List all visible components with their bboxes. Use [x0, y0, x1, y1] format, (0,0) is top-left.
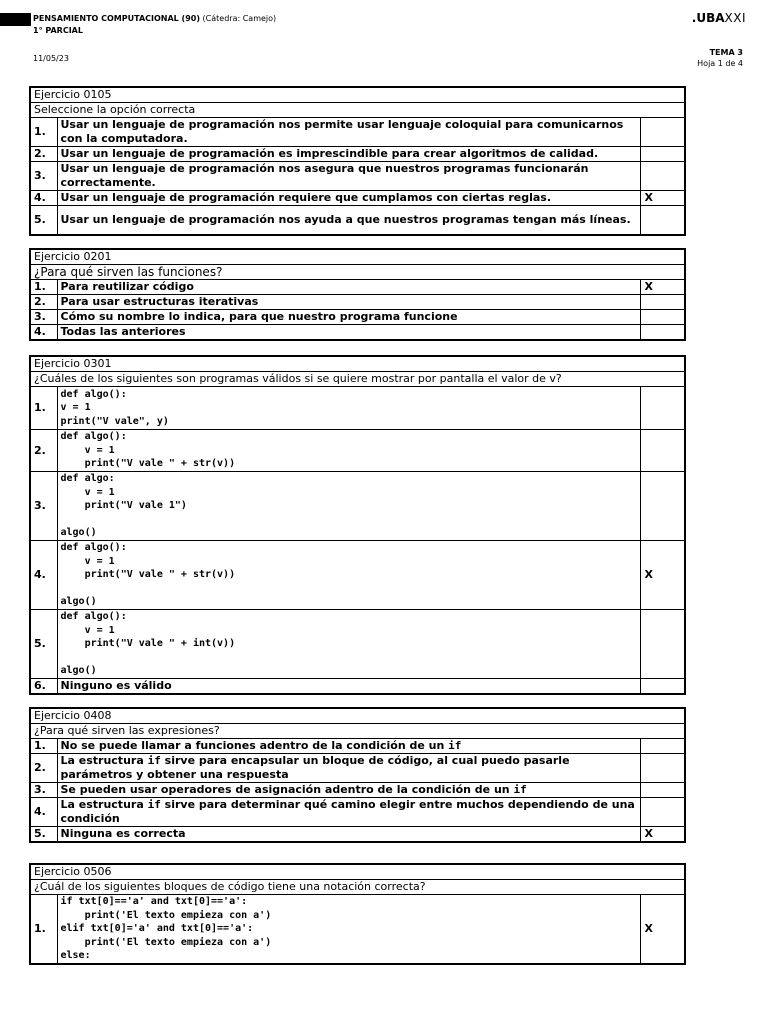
code-block: def algo: v = 1 print("V vale 1") algo()	[60, 473, 187, 539]
code-option[interactable]	[57, 430, 641, 472]
option-number: 2.	[30, 754, 57, 783]
exam-name: 1° PARCIAL	[33, 26, 83, 35]
option-text[interactable]: Usar un lenguaje de programación nos ayuda a que nuestros programas tengan más líneas.	[57, 206, 641, 235]
option-text[interactable]: No se puede llamar a funciones adentro de la condición de un if	[57, 739, 641, 754]
option-text[interactable]: La estructura if sirve para encapsular un bloque de código, al cual puedo pasarle parámetros y obtener una respuesta	[57, 754, 641, 783]
code-option[interactable]	[57, 541, 641, 610]
code-block: def algo(): v = 1 print("V vale " + str(v)) algo()	[60, 542, 236, 608]
option-text[interactable]: Usar un lenguaje de programación nos permite usar lenguaje coloquial para comunicarnos con la computadora.	[57, 118, 641, 147]
option-text[interactable]: La estructura if sirve para determinar qué camino elegir entre muchos dependiendo de una condición	[57, 798, 641, 827]
exercise-title: Ejercicio 0201	[30, 249, 685, 265]
option-number: 3.	[30, 472, 57, 541]
option-number: 1.	[30, 387, 57, 430]
exercise-prompt: ¿Para qué sirven las funciones?	[30, 265, 685, 280]
code-option[interactable]	[57, 387, 641, 430]
answer-box[interactable]	[641, 679, 685, 695]
code-option[interactable]	[57, 472, 641, 541]
answer-box[interactable]	[641, 310, 685, 325]
answer-box[interactable]	[641, 783, 685, 798]
code-block: def algo(): v = 1 print("V vale", y)	[60, 388, 169, 427]
option-number: 1.	[30, 739, 57, 754]
answer-box[interactable]	[641, 430, 685, 472]
option-number: 4.	[30, 191, 57, 206]
answer-box[interactable]: X	[641, 895, 685, 964]
option-text[interactable]: Se pueden usar operadores de asignación adentro de la condición de un if	[57, 783, 641, 798]
code-block: def algo(): v = 1 print("V vale " + str(v))	[60, 431, 236, 470]
exercise-title: Ejercicio 0301	[30, 356, 685, 372]
exercise-title: Ejercicio 0408	[30, 708, 685, 724]
option-text[interactable]: Todas las anteriores	[57, 325, 641, 341]
option-text[interactable]: Ninguna es correcta	[57, 827, 641, 843]
answer-box[interactable]	[641, 472, 685, 541]
option-number: 3.	[30, 783, 57, 798]
option-number: 1.	[30, 280, 57, 295]
answer-box[interactable]	[641, 206, 685, 235]
answer-box[interactable]	[641, 118, 685, 147]
code-option[interactable]	[57, 895, 641, 964]
option-number: 4.	[30, 798, 57, 827]
option-number: 1.	[30, 895, 57, 964]
answer-box[interactable]	[641, 295, 685, 310]
option-number: 5.	[30, 206, 57, 235]
exercise-0408	[29, 707, 686, 843]
code-block: def algo(): v = 1 print("V vale " + int(v)) algo()	[60, 611, 236, 677]
code-option[interactable]	[57, 610, 641, 679]
exercise-title: Ejercicio 0105	[30, 87, 685, 103]
exercise-prompt: Seleccione la opción correcta	[30, 103, 685, 118]
option-number: 5.	[30, 610, 57, 679]
option-text[interactable]: Ninguno es válido	[57, 679, 641, 695]
option-text[interactable]: Cómo su nombre lo indica, para que nuestro programa funcione	[57, 310, 641, 325]
option-text[interactable]: Usar un lenguaje de programación requiere que cumplamos con ciertas reglas.	[57, 191, 641, 206]
option-number: 3.	[30, 162, 57, 191]
option-text[interactable]: Para reutilizar código	[57, 280, 641, 295]
exercise-prompt: ¿Para qué sirven las expresiones?	[30, 724, 685, 739]
uba-logo: .UBAXXI	[691, 11, 746, 25]
exercise-prompt: ¿Cuál de los siguientes bloques de código tiene una notación correcta?	[30, 880, 685, 895]
option-number: 4.	[30, 541, 57, 610]
answer-box[interactable]	[641, 162, 685, 191]
option-number: 1.	[30, 118, 57, 147]
tema-label: TEMA 3	[709, 48, 743, 57]
course-title: PENSAMIENTO COMPUTACIONAL (90) (Cátedra: Camejo)	[33, 14, 277, 23]
answer-box[interactable]	[641, 147, 685, 162]
answer-box[interactable]	[641, 798, 685, 827]
exercise-0201	[29, 248, 686, 341]
option-number: 2.	[30, 295, 57, 310]
answer-box[interactable]	[641, 754, 685, 783]
answer-box[interactable]: X	[641, 827, 685, 843]
answer-box[interactable]: X	[641, 191, 685, 206]
option-text[interactable]: Para usar estructuras iterativas	[57, 295, 641, 310]
exercise-0506	[29, 863, 686, 965]
answer-box[interactable]: X	[641, 541, 685, 610]
option-text[interactable]: Usar un lenguaje de programación es imprescindible para crear algoritmos de calidad.	[57, 147, 641, 162]
answer-box[interactable]: X	[641, 280, 685, 295]
exercise-title: Ejercicio 0506	[30, 864, 685, 880]
option-number: 4.	[30, 325, 57, 341]
option-number: 5.	[30, 827, 57, 843]
answer-box[interactable]	[641, 325, 685, 341]
answer-box[interactable]	[641, 610, 685, 679]
page-counter: Hoja 1 de 4	[697, 59, 743, 68]
exercise-0105	[29, 86, 686, 236]
option-number: 3.	[30, 310, 57, 325]
code-block: if txt[0]=='a' and txt[0]=='a': print('El texto empieza con a') elif txt[0]='a' and txt[0]=='a': print('El texto empieza con a') else:	[60, 896, 272, 962]
answer-box[interactable]	[641, 739, 685, 754]
option-number: 2.	[30, 430, 57, 472]
option-number: 2.	[30, 147, 57, 162]
answer-box[interactable]	[641, 387, 685, 430]
option-text[interactable]: Usar un lenguaje de programación nos asegura que nuestros programas funcionarán correctamente.	[57, 162, 641, 191]
redaction-bar	[0, 13, 31, 26]
option-number: 6.	[30, 679, 57, 695]
exercise-prompt: ¿Cuáles de los siguientes son programas válidos si se quiere mostrar por pantalla el valor de v?	[30, 372, 685, 387]
exam-date: 11/05/23	[33, 54, 69, 63]
exercise-0301	[29, 355, 686, 695]
